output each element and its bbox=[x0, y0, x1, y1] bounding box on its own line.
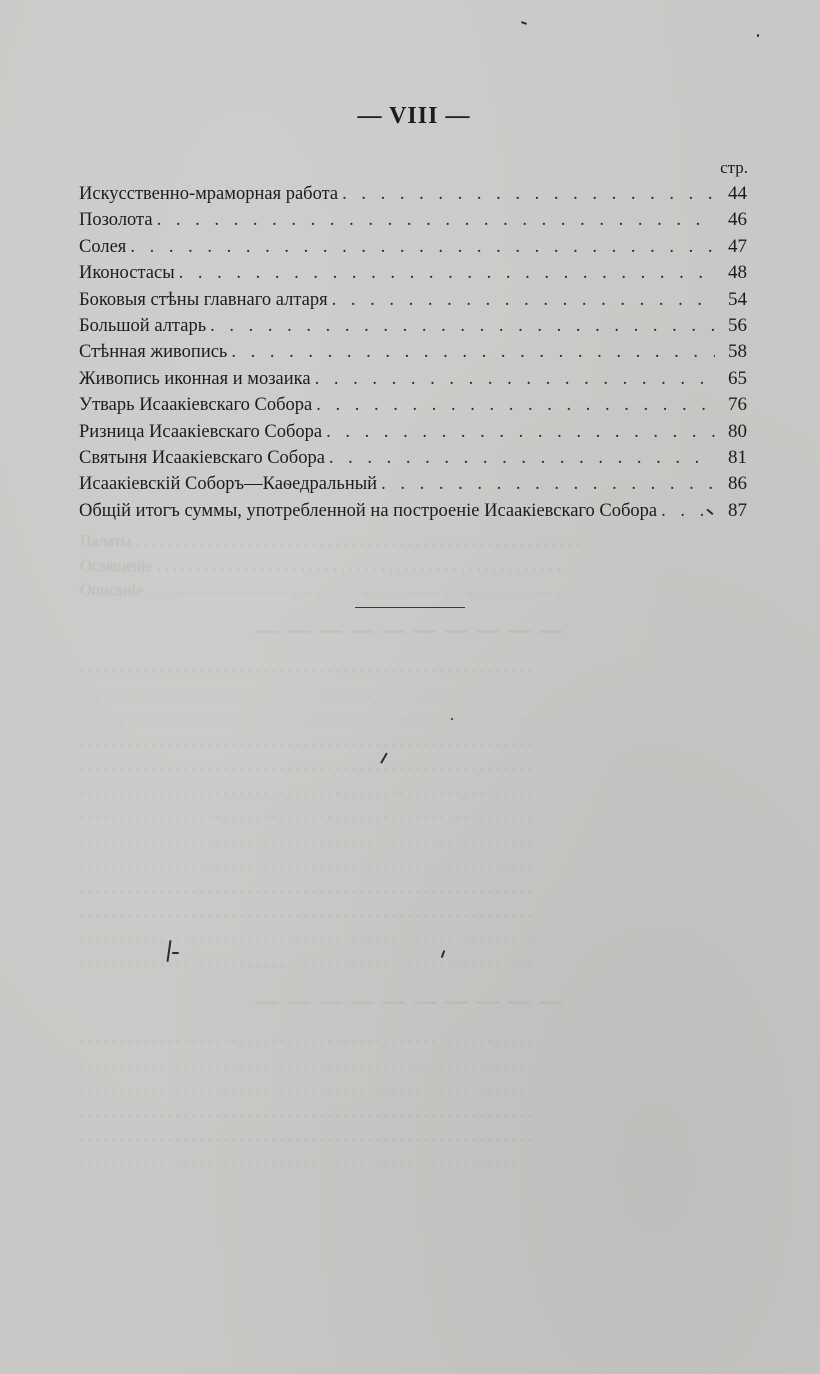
toc-entry-title: Позолота bbox=[79, 210, 153, 231]
toc-entry-title: Живопись иконная и мозаика bbox=[79, 368, 311, 389]
section-divider bbox=[355, 607, 465, 608]
toc-entry-page: 80 bbox=[728, 420, 747, 442]
toc-entry-page: 86 bbox=[728, 473, 747, 495]
toc-entry-page: 46 bbox=[728, 209, 747, 231]
toc-entry-page: 54 bbox=[728, 288, 747, 310]
toc-entry-title: Стѣнная живопись bbox=[79, 342, 228, 363]
toc-entry bbox=[79, 207, 747, 233]
toc-entry bbox=[79, 445, 747, 471]
toc-entry-title: Боковыя стѣны главнаго алтаря bbox=[79, 289, 328, 310]
toc-entry bbox=[79, 471, 747, 497]
toc-entry bbox=[79, 234, 747, 260]
toc-entry-page: 56 bbox=[728, 314, 747, 336]
toc-entry bbox=[79, 366, 747, 392]
toc-entry-title: Искусственно-мраморная работа bbox=[79, 184, 339, 204]
dot-leader bbox=[329, 445, 715, 471]
toc-entry-title: Исаакіевскій Соборъ—Каѳедральный bbox=[79, 474, 378, 495]
toc-entry-page: 58 bbox=[728, 341, 747, 363]
toc-entry-title: Солея bbox=[79, 236, 127, 257]
toc-entry-page: 87 bbox=[728, 499, 747, 521]
toc-entry bbox=[79, 313, 747, 339]
toc-entry bbox=[79, 287, 747, 313]
toc-entry-title: Общій итогъ суммы, употребленной на построеніе Исаакіевскаго Собора bbox=[79, 500, 658, 521]
dot-leader bbox=[316, 392, 715, 418]
toc-entry-page: 47 bbox=[728, 235, 747, 257]
toc-entry-title: Ризница Исаакіевскаго Собора bbox=[79, 421, 323, 442]
table-of-contents bbox=[79, 181, 747, 524]
toc-entry-page: 48 bbox=[728, 262, 747, 284]
toc-entry bbox=[79, 392, 747, 418]
toc-entry-title: Святыня Исаакіевскаго Собора bbox=[79, 447, 325, 468]
dot-leader bbox=[332, 287, 715, 313]
dot-leader bbox=[342, 181, 715, 207]
dot-leader bbox=[157, 207, 715, 233]
toc-entry-page: 44 bbox=[728, 183, 747, 204]
toc-entry bbox=[79, 339, 747, 365]
bleed-through-text: Палаты . . . . . . . . . . . . . . . . . . . . . . . . . . . . . . . . . . . . . . . . . . . . . . . . . . . . . . . . Освященіе . . . . . . . . . . . . . . . . . . . . . . . . . . . . . . . . . . . . . . . . . . . . . . . . . . . Описаніе . . . . . . . . . . . . . . . . . . . . . . . . . . . . . . . . . . . . . . . . . . . . . . . . . . . . . — — — — — — — — — — . . . . . . . . . . . . . . . . . . . . . . . . . . . . . . . . . . . . . . . . . . . . . . . . . . . . . . . . . . . . . . . . . . . . . . . . . . . . . . . . . . . . . . . . . . . . . . . . . . . . . . . . . . . . . . . . . . . . . . . . . . . . . . . . . . . . . . . . . . . . . . . . . . . . . . . . . . . . . . . . . . . . . . . . . . . . . . . . . . . . . . . . . . . . . . . . . . . . . . . . . . . . . . . . . . . . . . . . . . . . . . . . . . . . . . . . . . . . . . . . . . . . . . . . . . . . . . . . . . . . . . . . . . . . . . . . . . . . . . . . . . . . . . . . . . . . . . . . . . . . . . . . . . . . . . . . . . . . . . . . . . . . . . . . . . . . . . . . . . . . . . . . . . . . . . . . . . . . . . . . . . . . . . . . . . . . . . . . . . . . . . . . . . . . . . . . . . . . . . . . . . . . . . . . . . . . . . . . . . . . . . . . . . . . . . . . . . . . . . . . . . . . . . . . . . . . . . . . . . . . . . . . . . . . . . . . . . . . . . . . . . . . . . . . . . . . . . . . . . . . . . . . . . . . . . . . . . . . . . . . . . . . . . . . . . . . . . . . . . . . . . . . . . . . . . . . . . . . . . . . . . . . . . . . . . . . . . . . . . . . . . . . . . . . . . . . . . . . . . . . . . . . . . . . . . . . . . . . . . . . . . . . . . . . . . . . . . . . . . . . . . . . . . . . . . . . . . . . . . . . . . . . . . . . . . . . . . . . . . . . . . . . . . . . . . . . . . . . . . . . . . . . . . . . . . . . . . . . . . . . . . . . . . . . . . . . . . . . . . . . . — — — — — — — — — — . . . . . . . . . . . . . . . . . . . . . . . . . . . . . . . . . . . . . . . . . . . . . . . . . . . . . . . . . . . . . . . . . . . . . . . . . . . . . . . . . . . . . . . . . . . . . . . . . . . . . . . . . . . . . . . . . . . . . . . . . . . . . . . . . . . . . . . . . . . . . . . . . . . . . . . . . . . . . . . . . . . . . . . . . . . . . . . . . . . . . . . . . . . . . . . . . . . . . . . . . . . . . . . . . . . . . . . . . . . . . . . . . . . . . . . . . . . . . . . . . . . . . . . . . . . . . . . . . . . . . . . . . . . . . . . . . . . . . . . . . . . . . . . . . . . . . . . . . . . . . . . . . . . . . . . . . . . . . . . . . . . . . . . . . . . . . . . . . . . . . . bbox=[80, 533, 580, 1170]
toc-entry-page: 81 bbox=[728, 446, 747, 468]
toc-entry-page: 76 bbox=[728, 394, 747, 416]
toc-entry bbox=[79, 498, 747, 524]
dot-leader bbox=[315, 366, 715, 392]
toc-entry bbox=[79, 181, 747, 207]
dot-leader bbox=[130, 234, 715, 260]
toc-entry-title: Иконостасы bbox=[79, 263, 175, 284]
toc-entry-page: 65 bbox=[728, 367, 747, 389]
toc-entry-title: Утварь Исаакіевскаго Собора bbox=[79, 395, 313, 416]
dot-leader bbox=[326, 419, 715, 445]
page-column-label: стр. bbox=[720, 158, 748, 177]
toc-entry bbox=[79, 260, 747, 286]
dot-leader bbox=[210, 313, 715, 339]
dot-leader bbox=[231, 339, 715, 365]
dot-leader bbox=[179, 260, 715, 286]
page-number: — VIII — bbox=[357, 103, 471, 129]
dot-leader bbox=[381, 471, 715, 497]
toc-entry-title: Большой алтарь bbox=[79, 315, 207, 336]
toc-entry bbox=[79, 419, 747, 445]
